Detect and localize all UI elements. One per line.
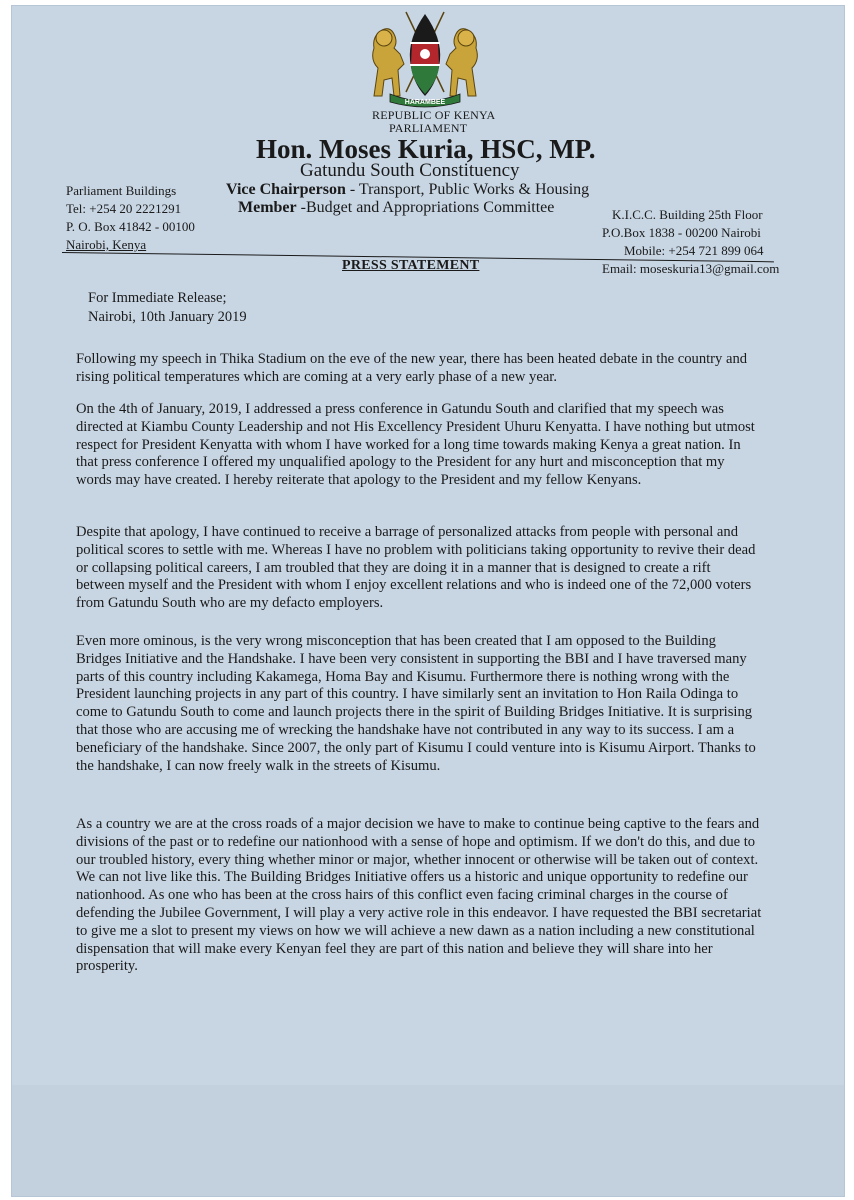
press-statement-title: PRESS STATEMENT bbox=[342, 258, 480, 273]
right-address-mobile: Mobile: +254 721 899 064 bbox=[624, 243, 764, 258]
vice-chair-title: Vice Chairperson bbox=[226, 181, 346, 198]
statement-paragraph-4: Even more ominous, is the very wrong misconception that has been created that I am opposed to the Building Bridges Initiative and the Handshake. I have been very consistent in supporting the BBI and I have traversed many parts of this country including Kakamega, Homa Bay and Kisumu. Furthermore there is nothing wrong with the President launching projects in any part of this country. I have similarly sent an invitation to Hon Raila Odinga to come to Gatundu South to come and launch projects there in the spirit of Building Bridges Initiative. It is surprising that those who are accusing me of wrecking the handshake have not contributed in any way to its success. I am a beneficiary of the handshake. Since 2007, the only part of Kisumu I could venture into is Kisumu Airport. Thanks to the handshake, I can now freely walk in the streets of Kisumu. bbox=[76, 633, 756, 774]
right-address-email: Email: moseskuria13@gmail.com bbox=[602, 261, 780, 276]
kenya-coat-of-arms-icon bbox=[360, 8, 490, 108]
right-lion-icon bbox=[446, 29, 477, 96]
left-address-line1: Parliament Buildings bbox=[66, 183, 177, 198]
member-body: -Budget and Appropriations Committee bbox=[296, 199, 555, 216]
right-address-box: P.O.Box 1838 - 00200 Nairobi bbox=[602, 225, 761, 240]
statement-paragraph-1: Following my speech in Thika Stadium on the eve of the new year, there has been heated debate in the country and rising political temperatures which are coming at a very early phase of a new year. bbox=[76, 351, 748, 385]
statement-paragraph-2: On the 4th of January, 2019, I addressed a press conference in Gatundu South and clarified that my speech was directed at Kiambu County Leadership and not His Excellency President Uhuru Kenyatta. I have nothing but utmost respect for President Kenyatta with whom I have worked for a long time towards making Kenya a great nation. In that press conference I offered my unqualified apology to the President for any hurt and misconception that my words may have created. I hereby reiterate that apology to the President and my fellow Kenyans. bbox=[76, 401, 755, 489]
constituency-subtitle: Gatundu South Constituency bbox=[300, 160, 520, 181]
dateline: Nairobi, 10th January 2019 bbox=[88, 309, 247, 325]
left-lion-icon bbox=[373, 29, 404, 96]
mp-name-heading: Hon. Moses Kuria, HSC, MP. bbox=[256, 134, 596, 164]
shield-icon bbox=[410, 14, 440, 96]
right-address-building: K.I.C.C. Building 25th Floor bbox=[612, 207, 763, 222]
left-address-box: P. O. Box 41842 - 00100 bbox=[66, 219, 195, 234]
left-address-tel: Tel: +254 20 2221291 bbox=[66, 201, 182, 216]
statement-paragraph-5: As a country we are at the cross roads of a major decision we have to make to continue being captive to the fears and divisions of the past or to redefine our nationhood with a sense of hope and optimism. If we don't do this, and due to our troubled history, every thing whether minor or major, whether innocent or otherwise will be taken out of context. We can not live like this. The Building Bridges Initiative offers us a historic and unique opportunity to redefine our nationhood. As one who has been at the cross hairs of this conflict even facing criminal charges in the course of defending the Jubilee Government, I will play a very active role in this endeavor. I have requested the BBI secretariat to give me a slot to present my views on how we will achieve a new dawn as a nation including a new constitutional dispensation that will make every Kenyan feel they are part of this nation and believe they will share into her prosperity. bbox=[76, 816, 762, 975]
vice-chair-body: - Transport, Public Works & Housing bbox=[345, 181, 590, 198]
parliament-label: PARLIAMENT bbox=[389, 121, 468, 135]
statement-paragraph-3: Despite that apology, I have continued to receive a barrage of personalized attacks from people with personal and political scores to settle with me. Whereas I have no problem with politicians taking opportunity to revive their dead or collapsing political careers, I am troubled that they are doing it in a manner that is designed to create a rift between myself and the President with whom I enjoy excellent relations and who is indeed one of the 72,000 voters from Gatundu South who are my defacto employers. bbox=[76, 524, 756, 612]
crest-motto: HARAMBEE bbox=[404, 99, 446, 106]
member-title: Member bbox=[238, 199, 297, 216]
left-address-city: Nairobi, Kenya bbox=[66, 237, 147, 252]
member-role bbox=[238, 199, 554, 217]
republic-label: REPUBLIC OF KENYA bbox=[372, 108, 496, 122]
vice-chair-role bbox=[226, 181, 589, 199]
release-line: For Immediate Release; bbox=[88, 290, 227, 306]
document-fold-shadow bbox=[12, 1085, 844, 1196]
